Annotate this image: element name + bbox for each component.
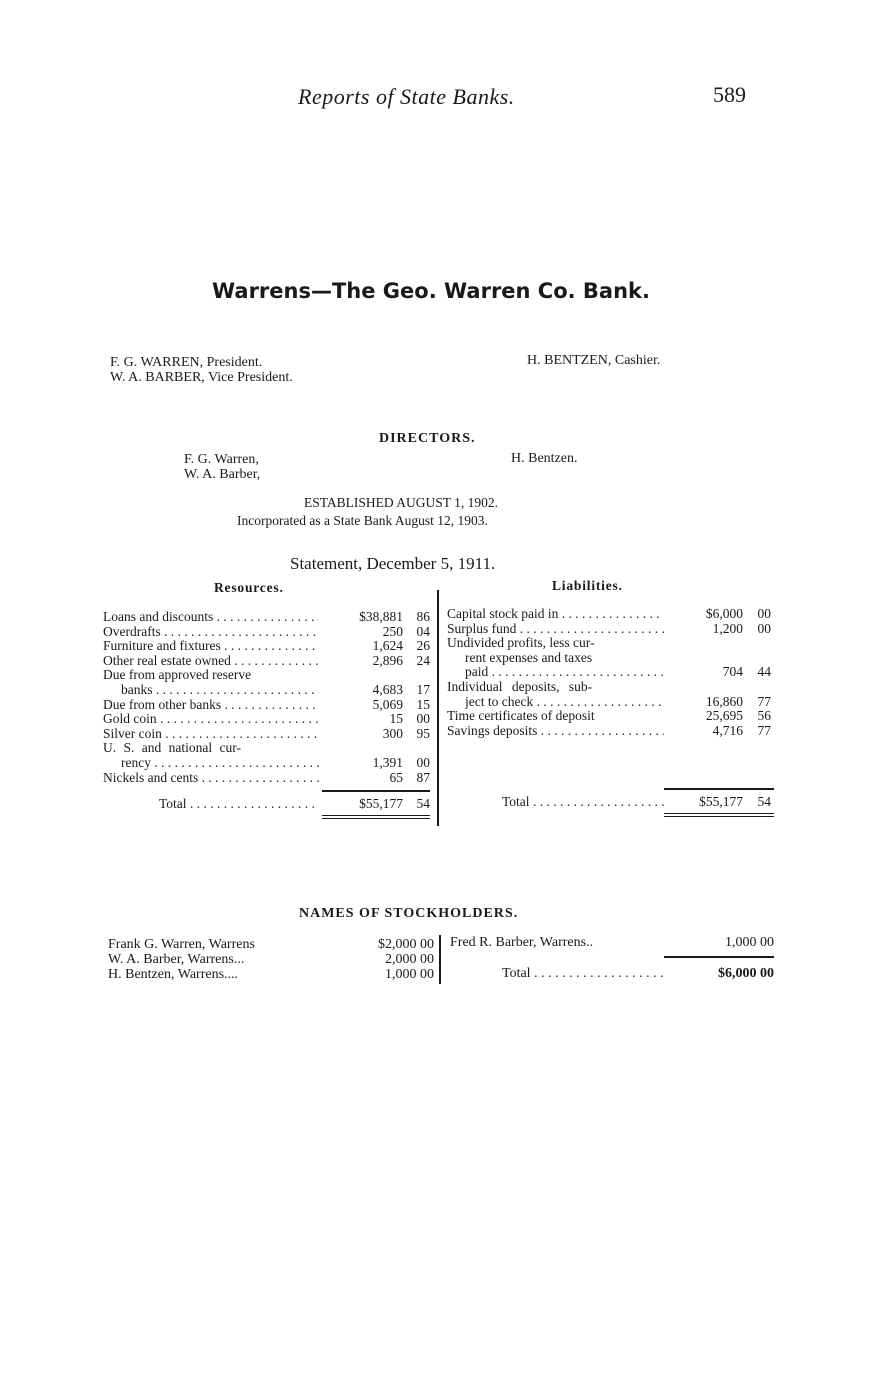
row-cents: 00 [757, 606, 771, 621]
row-cents: 56 [757, 708, 771, 724]
total-cents: 54 [416, 796, 430, 811]
table-row [447, 636, 771, 651]
total-row [103, 797, 430, 812]
list-item [108, 952, 434, 967]
table-row [103, 741, 430, 756]
row-cents: 00 [416, 755, 430, 770]
table-row [103, 625, 430, 640]
table-row [447, 665, 771, 680]
row-cents: 77 [757, 693, 771, 709]
bank-title: Warrens—The Geo. Warren Co. Bank. [211, 279, 651, 303]
row-dollars: 2,896 [372, 652, 403, 668]
total-dollars: $55,177 [359, 796, 403, 811]
total-row [450, 966, 774, 981]
director-name: F. G. Warren, [184, 452, 259, 467]
table-row [447, 651, 771, 666]
row-label: banks . . . [121, 683, 319, 698]
total-rule [664, 956, 774, 958]
total-dollars: $55,177 [699, 794, 743, 809]
total-cents: 54 [757, 794, 771, 809]
row-cents: 00 [416, 711, 430, 727]
incorporated-line: Incorporated as a State Bank August 12, 1903. [237, 513, 488, 528]
table-row [447, 680, 771, 695]
row-label: rency . . . [121, 756, 319, 771]
table-row [103, 668, 430, 683]
row-dollars: 4,716 [712, 722, 743, 738]
row-label: Loans and discounts . . . [103, 610, 319, 625]
row-dollars: 4,683 [372, 682, 403, 697]
stockholders-heading: NAMES OF STOCKHOLDERS. [299, 906, 519, 921]
total-row [447, 795, 771, 810]
row-dollars: 250 [382, 623, 403, 639]
row-cents: 17 [416, 682, 430, 697]
total-label: Total . . . [502, 795, 664, 810]
total-label: Total . . . [502, 966, 664, 981]
row-label: ject to check . . . [465, 695, 664, 710]
row-cents: 00 [757, 620, 771, 636]
row-dollars: 1,391 [372, 755, 403, 770]
row-label: Due from other banks . . . [103, 698, 319, 713]
row-cents: 44 [757, 664, 771, 680]
directors-heading: DIRECTORS. [379, 431, 476, 446]
row-cents: 04 [416, 623, 430, 639]
row-cents: 24 [416, 652, 430, 668]
officer-cashier: H. BENTZEN, Cashier. [527, 353, 661, 368]
page-number: 589 [713, 82, 746, 107]
total-amount: $6,000 00 [718, 966, 774, 981]
table-row [103, 654, 430, 669]
row-label: Time certificates of deposit [447, 709, 595, 724]
row-label: Overdrafts . . . [103, 625, 319, 640]
table-row [447, 607, 771, 622]
total-rule [664, 788, 774, 790]
table-row [103, 639, 430, 654]
row-dollars: $6,000 [705, 606, 743, 621]
running-head: Reports of State Banks. [298, 84, 515, 109]
table-row [447, 695, 771, 710]
row-cents: 26 [416, 638, 430, 654]
stockholder-amount: 2,000 00 [385, 952, 434, 967]
stockholder-amount: $2,000 00 [378, 937, 434, 952]
stockholder-name: Frank G. Warren, Warrens [108, 937, 255, 952]
row-label: Gold coin . . . [103, 712, 319, 727]
row-label: Capital stock paid in . . . [447, 607, 664, 622]
stockholder-name: W. A. Barber, Warrens... [108, 952, 245, 967]
row-label: paid . . . [465, 665, 664, 680]
row-dollars: 65 [389, 769, 403, 785]
list-item [108, 937, 434, 952]
row-cents: 77 [757, 722, 771, 738]
row-cents: 95 [416, 725, 430, 741]
established-line: ESTABLISHED AUGUST 1, 1902. [304, 495, 499, 510]
total-rule [322, 790, 430, 792]
row-label: Nickels and cents . . . [103, 771, 319, 786]
row-dollars: 1,200 [712, 620, 743, 636]
double-rule [664, 813, 774, 817]
row-label: Individual deposits, sub- [447, 680, 593, 694]
row-dollars: 300 [382, 725, 403, 741]
stockholders-divider [439, 935, 441, 984]
row-dollars: $38,881 [359, 609, 403, 624]
row-label: Silver coin . . . [103, 727, 319, 742]
stockholder-name: Fred R. Barber, Warrens.. [450, 935, 594, 950]
row-label: Savings deposits . . . [447, 724, 664, 739]
stockholder-amount: 1,000 00 [725, 935, 774, 950]
statement-title: Statement, December 5, 1911. [290, 554, 496, 573]
liabilities-heading: Liabilities. [552, 578, 623, 593]
row-dollars: 25,695 [705, 708, 743, 724]
row-dollars: 1,624 [372, 638, 403, 654]
table-row [447, 709, 771, 724]
row-label: Due from approved reserve [103, 668, 252, 683]
row-cents: 87 [416, 769, 430, 785]
row-label: Surplus fund . . . [447, 622, 664, 637]
row-label: rent expenses and taxes [465, 650, 593, 665]
row-dollars: 15 [389, 711, 403, 727]
list-item [450, 935, 774, 950]
row-label: Undivided profits, less cur- [447, 636, 595, 651]
row-label: Other real estate owned . . . [103, 654, 319, 669]
officer-president: F. G. WARREN, President. [110, 355, 263, 370]
table-row [447, 622, 771, 637]
double-rule [322, 815, 430, 819]
row-dollars: 5,069 [372, 696, 403, 712]
stockholder-amount: 1,000 00 [385, 967, 434, 982]
resources-heading: Resources. [214, 580, 284, 595]
table-row [103, 683, 430, 698]
row-dollars: 704 [722, 664, 743, 680]
table-row [103, 771, 430, 786]
list-item [108, 967, 434, 982]
table-row [103, 610, 430, 625]
table-row [103, 756, 430, 771]
table-row [103, 712, 430, 727]
director-name: H. Bentzen. [511, 451, 578, 466]
total-label: Total . . . [159, 797, 319, 812]
row-label: U. S. and national cur- [103, 741, 241, 756]
column-divider [437, 590, 439, 826]
row-cents: 15 [416, 696, 430, 712]
row-cents: 86 [416, 609, 430, 624]
table-row [103, 698, 430, 713]
row-label: Furniture and fixtures . . . [103, 639, 319, 654]
table-row [103, 727, 430, 742]
officer-vice-president: W. A. BARBER, Vice President. [110, 370, 293, 385]
director-name: W. A. Barber, [184, 467, 261, 482]
table-row [447, 724, 771, 739]
row-dollars: 16,860 [705, 693, 743, 709]
stockholder-name: H. Bentzen, Warrens.... [108, 967, 239, 982]
